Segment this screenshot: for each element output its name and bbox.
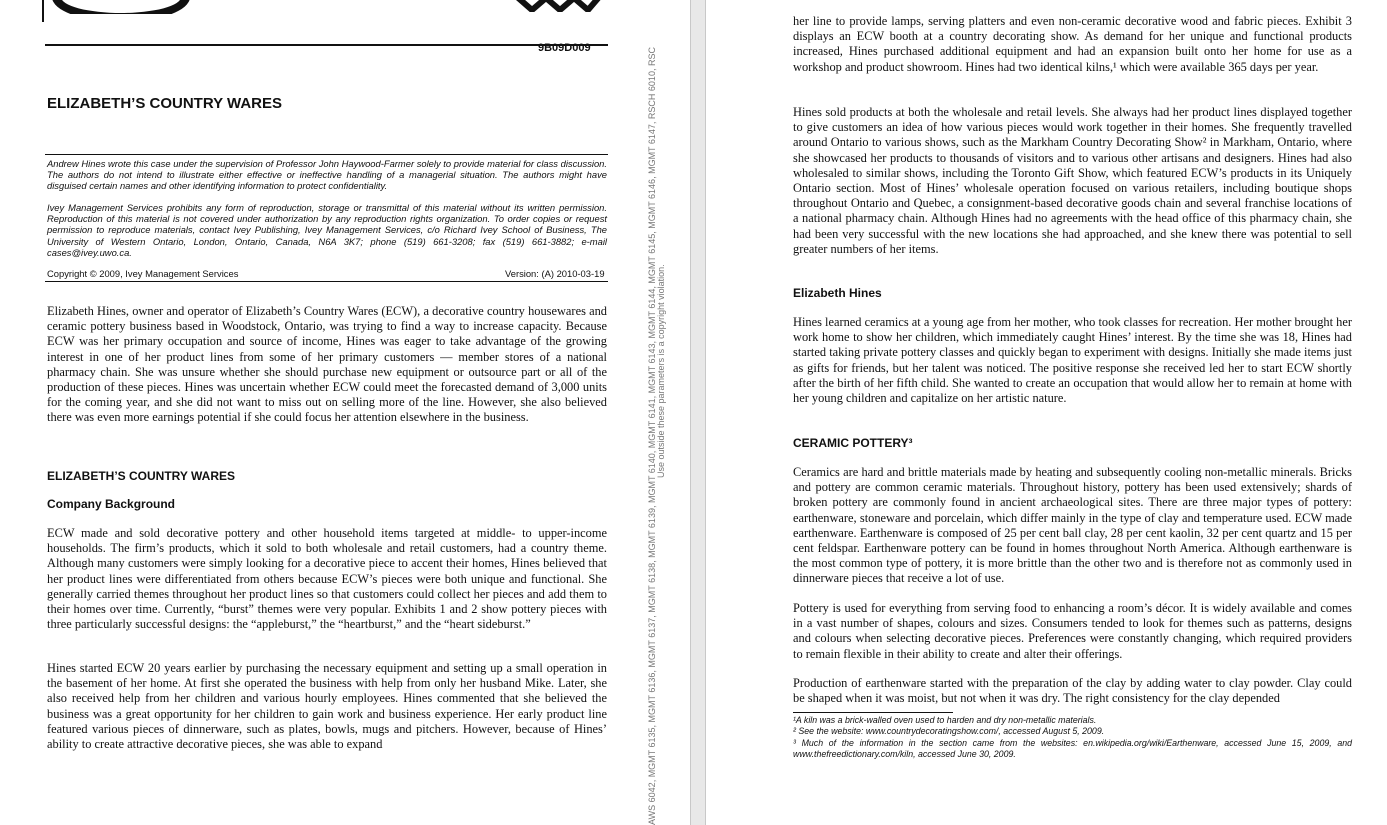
logo-w-mark <box>512 0 602 12</box>
footnote-rule <box>793 712 953 713</box>
case-number: 9B09D009 <box>538 42 591 54</box>
margin-mark <box>42 0 44 22</box>
margin-stamp-copyright: Use outside these parameters is a copyright violation. <box>656 264 666 478</box>
case-title: ELIZABETH’S COUNTRY WARES <box>47 95 283 112</box>
paragraph-pottery-use: Pottery is used for everything from serving food to enhancing a room’s décor. It is widely available and comes in a vast number of shapes, colours and sizes. Consumers tended to look for themes such as patterns, designs and colours when selecting decorative pieces. Preferences were constantly changing, which required providers to remain flexible in their ability to create and alter their offerings. <box>793 601 1352 661</box>
background-paragraph-2: Hines started ECW 20 years earlier by purchasing the necessary equipment and setting up a small operation in the basement of her home. At first she operated the business with help from only her husband Mike. Later, she also received help from her children and various hourly employees. Hines commented that she believed the business was a great opportunity for her children to gain work and business experience. Her early product line featured various pieces of dinnerware, such as plates, bowls, mugs and pitchers. However, because of Hines’ ability to create attractive decorative pieces, she was able to expand <box>47 661 607 752</box>
ivey-logo <box>42 0 192 14</box>
rights-note: Ivey Management Services prohibits any form of reproduction, storage or transmittal of this material without its written permission. Reproduction of this material is not covered under authorization by any reproduction rights organization. To order copies or request permission to reproduce materials, contact Ivey Publishing, Ivey Management Services, c/o Richard Ivey School of Business, The University of Western Ontario, London, Ontario, Canada, N6A 3K7; phone (519) 661-3208; fax (519) 661-3882; e-mail cases@ivey.uwo.ca. <box>47 202 607 258</box>
paragraph-production: Production of earthenware started with the preparation of the clay by adding water to clay powder. Clay could be shaped when it was moist, but not when it was dry. The right consistency for the clay depended <box>793 676 1352 706</box>
left-page <box>0 0 690 825</box>
page-gutter <box>690 0 706 825</box>
header-rule <box>45 44 608 46</box>
notes-rule <box>45 154 608 155</box>
copyright-rule <box>45 281 608 282</box>
paragraph-ceramics: Ceramics are hard and brittle materials made by heating and subsequently cooling non-metallic minerals. Bricks and pottery are common ceramic materials. Throughout history, pottery has been used extensively; shards of broken pottery are commonly found in ancient archaeological sites. There are three major types of pottery: earthenware, stoneware and porcelain, which differ mainly in the type of clay and temperature used. ECW made earthenware. Earthenware is composed of 25 per cent ball clay, 28 per cent kaolin, 32 per cent quartz and 15 per cent feldspar. Earthenware pottery can be found in homes throughout North America. Although earthenware is the most common type of pottery, it is more brittle than the other two and is therefore not as commonly used in dinnerware pieces that receive a lot of use. <box>793 465 1352 586</box>
heading-ceramic-pottery: CERAMIC POTTERY³ <box>793 436 913 450</box>
paragraph-wholesale: Hines sold products at both the wholesale and retail levels. She always had her product lines displayed together to give customers an idea of how various pieces would work together in their homes. She frequently travelled around Ontario to various shows, such as the Markham Country Decorating Show² in Markham, Ontario, where she showcased her products to thousands of visitors and to various other artisans and designers. Hines had also wholesaled to similar shows, including the Toronto Gift Show, which featured ECW’s products in its Uniquely Ontario section. Most of Hines’ wholesale operation focused on various retailers, including boutique shops throughout Ontario and Quebec, a consignment-based decorative goods chain and several franchise locations of a national pharmacy chain. Although Hines had no agreements with the head office of this pharmacy chain, she had been very successful with the new locations she had approached, and she knew there was potential to sell greater numbers of her items. <box>793 105 1352 256</box>
footnote-1: ¹A kiln was a brick-walled oven used to harden and dry non-metallic materials. <box>793 715 1097 725</box>
footnote-2: ² See the website: www.countrydecoratingshow.com/, accessed August 5, 2009. <box>793 726 1105 736</box>
subsection-heading-background: Company Background <box>47 497 176 511</box>
background-paragraph-1: ECW made and sold decorative pottery and other household items targeted at middle- to upper-income households. The firm’s products, which it sold to both wholesale and retail customers, had a country theme. Although many customers were simply looking for a decorative piece to accent their homes, Hines believed that her product lines were differentiated from others because ECW’s pieces were both unique and functional. She generally carried themes throughout her product lines so that customers could collect her pieces and add them to their homes over time. Currently, “burst” themes were very popular. Exhibits 1 and 2 show pottery pieces with three particularly successful designs: the “appleburst,” the “heartburst,” and the “heart sideburst.” <box>47 526 607 632</box>
footnote-3: ³ Much of the information in the section came from the websites: en.wikipedia.org/wiki/Earthenware, accessed June 15, 2009, and www.thefreedictionary.com/kiln, accessed June 30, 2009. <box>793 738 1352 759</box>
copyright-line: Copyright © 2009, Ivey Management Services <box>47 268 239 279</box>
intro-paragraph: Elizabeth Hines, owner and operator of Elizabeth’s Country Wares (ECW), a decorative country housewares and ceramic pottery business based in Woodstock, Ontario, was trying to find a way to increase capacity. Because ECW was her primary occupation and source of income, Hines was eager to take advantage of the growing interest in one of her product lines from some of her primary customers — member stores of a national pharmacy chain. She was unsure whether she should purchase new equipment or outsource part or all of the production of these pieces. Hines was uncertain whether ECW could meet the forecasted demand of 3,000 units for the coming year, and she did not want to miss out on selling more of the line. However, she also believed there was even more earnings potential if she could focus her attention elsewhere in the business. <box>47 304 607 425</box>
heading-elizabeth-hines: Elizabeth Hines <box>793 286 882 300</box>
paragraph-continuation: her line to provide lamps, serving platters and even non-ceramic decorative wood and fabric pieces. Exhibit 3 displays an ECW booth at a country decorating show. As demand for her unique and functional products increased, Hines purchased additional equipment and had an expansion built onto her home for use as a workshop and product showroom. Hines had two identical kilns,¹ which were available 365 days per year. <box>793 14 1352 74</box>
paragraph-hines: Hines learned ceramics at a young age from her mother, who took classes for recreation. Her mother brought her work home to show her children, which immediately caught Hines’ interest. By the time she was 18, Hines had started taking private pottery classes and quickly began to experiment with designs. Initially she made items just as gifts for friends, but her talent was noticed. The positive response she received led her to start ECW shortly after the birth of her fifth child. She wanted to create an occupation that would allow her to remain at home with her young children and capitalize on her artistic nature. <box>793 315 1352 406</box>
authorship-note: Andrew Hines wrote this case under the supervision of Professor John Haywood-Farmer solely to provide material for class discussion. The authors do not intend to illustrate either effective or ineffective handling of a managerial situation. The authors might have disguised certain names and other identifying information to protect confidentiality. <box>47 158 607 192</box>
version-line: Version: (A) 2010-03-19 <box>505 268 605 279</box>
right-page <box>706 0 1387 825</box>
section-heading-ecw: ELIZABETH’S COUNTRY WARES <box>47 469 236 483</box>
margin-stamp-usage: AWS 6042, MGMT 6135, MGMT 6136, MGMT 6137, MGMT 6138, MGMT 6139, MGMT 6140, MGMT 6141, MGMT 6143, MGMT 6144, MGMT 6145, MGMT 6146, MGMT 6147, RSCH 6010, RSC <box>647 47 657 825</box>
